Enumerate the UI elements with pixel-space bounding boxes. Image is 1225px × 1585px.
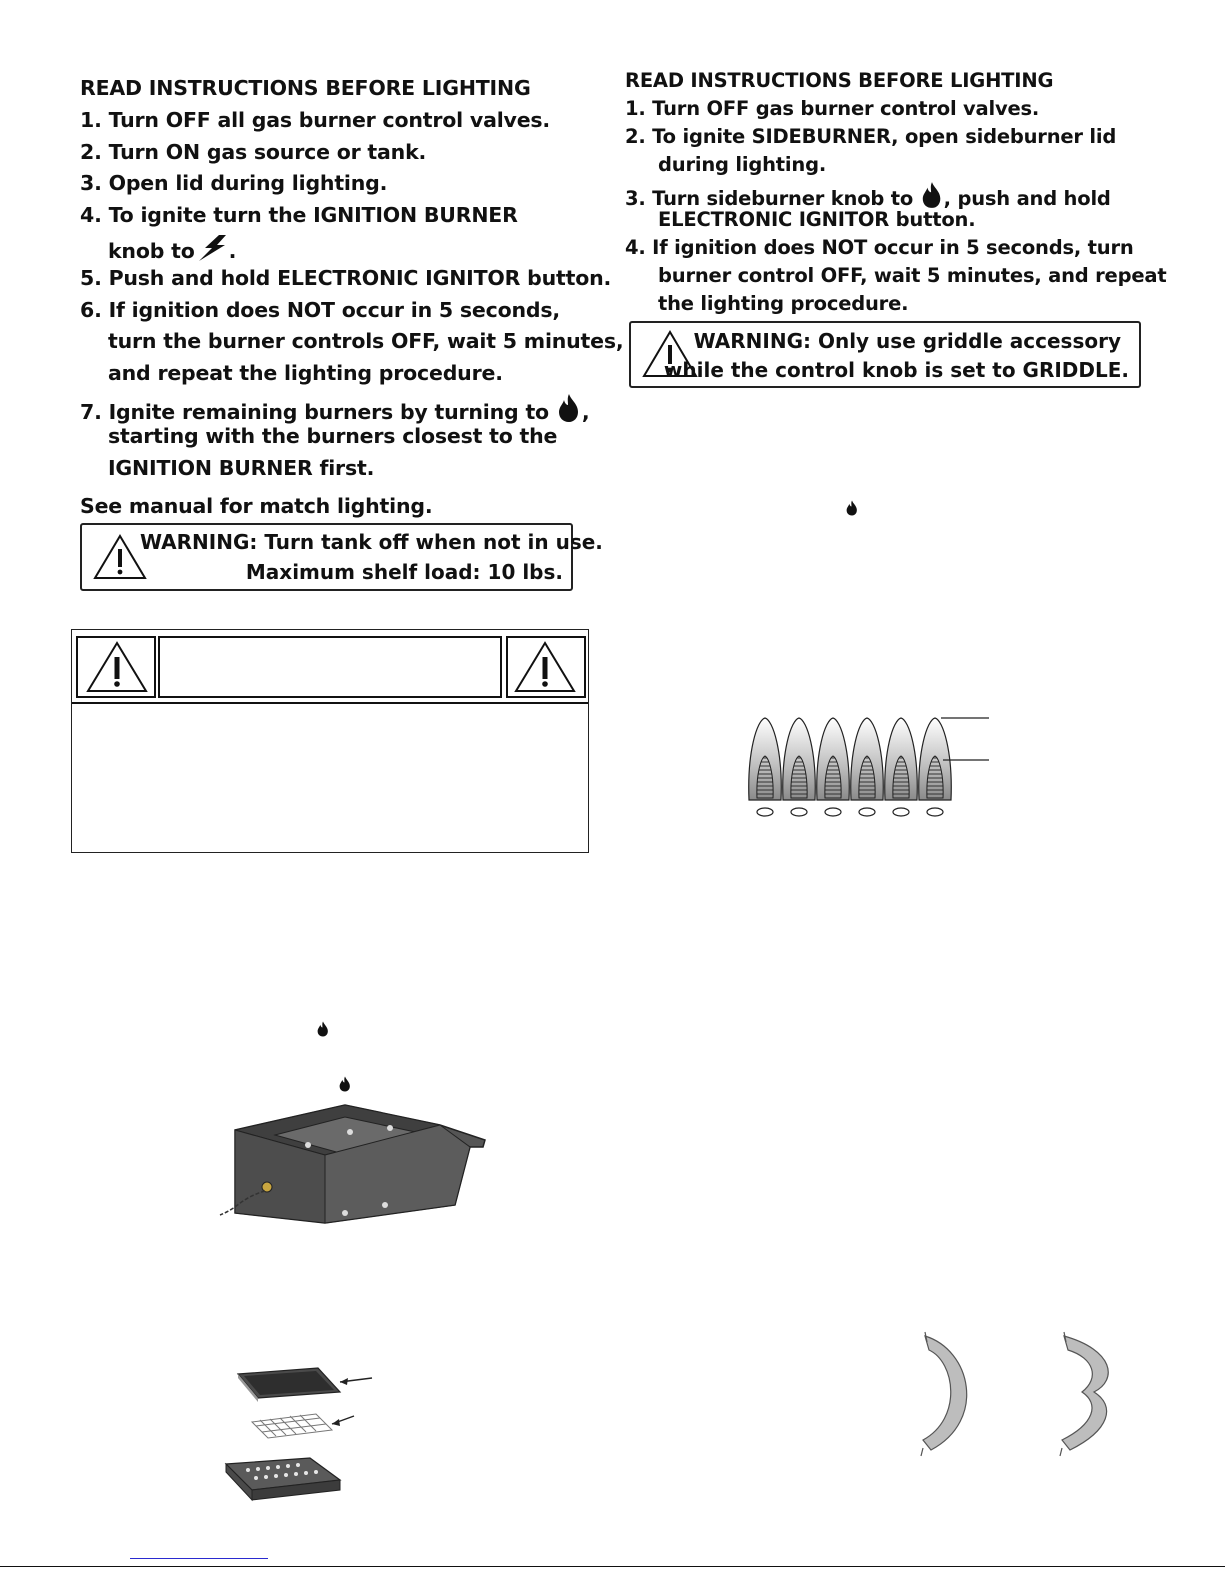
left-step-7-text: 7. Ignite remaining burners by turning to <box>80 400 549 424</box>
left-step-7-cont-1: starting with the burners closest to the <box>108 424 558 448</box>
right-warning-box <box>629 321 1141 388</box>
left-warning-box <box>80 523 603 591</box>
tray-assembly-illustration <box>222 1362 382 1516</box>
flame-icon <box>845 499 859 521</box>
left-step-2: 2. Turn ON gas source or tank. <box>80 140 427 164</box>
right-warning-line-1: WARNING: Only use griddle accessory <box>693 329 1121 353</box>
danger-right-cell <box>506 636 586 698</box>
flame-cone <box>817 718 850 816</box>
left-step-7-comma: , <box>581 400 590 424</box>
left-step-4-knob-text: knob to <box>108 239 195 263</box>
right-step-3-tail: , push and hold <box>943 187 1111 210</box>
flame-cone <box>783 718 816 816</box>
left-step-3: 3. Open lid during lighting. <box>80 171 388 195</box>
match-lighting-note: See manual for match lighting. <box>80 494 433 518</box>
right-step-4-cont-1: burner control OFF, wait 5 minutes, and repeat <box>658 264 1167 287</box>
flame-cone <box>919 718 952 816</box>
right-step-3-cont: ELECTRONIC IGNITOR button. <box>658 208 976 231</box>
left-step-6: 6. If ignition does NOT occur in 5 seconds, <box>80 298 560 322</box>
left-heading: READ INSTRUCTIONS BEFORE LIGHTING <box>80 76 531 100</box>
flame-cone <box>749 718 782 816</box>
warning-triangle-icon <box>512 640 578 698</box>
right-step-2: 2. To ignite SIDEBURNER, open sideburner lid <box>625 125 1117 148</box>
left-step-5: 5. Push and hold ELECTRONIC IGNITOR button. <box>80 266 612 290</box>
left-step-7 <box>80 393 589 428</box>
footer-link-underline[interactable] <box>130 1558 268 1559</box>
flame-icon <box>316 1020 330 1042</box>
left-step-4-period: . <box>228 239 237 263</box>
right-step-2-cont: during lighting. <box>658 153 827 176</box>
left-warning-line-2: Maximum shelf load: 10 lbs. <box>245 560 563 584</box>
left-step-6-cont-2: and repeat the lighting procedure. <box>108 361 503 385</box>
curved-bracket-b <box>1054 1330 1124 1462</box>
right-step-4-cont-2: the lighting procedure. <box>658 292 909 315</box>
left-step-7-cont-2: IGNITION BURNER first. <box>108 456 375 480</box>
flame-icon <box>556 393 582 428</box>
flame-icon <box>338 1075 352 1097</box>
burner-flame-diagram <box>745 712 995 824</box>
firebox-illustration <box>215 1095 490 1229</box>
left-step-6-cont-1: turn the burner controls OFF, wait 5 minutes, <box>108 329 624 353</box>
right-step-3-text: 3. Turn sideburner knob to <box>625 187 914 210</box>
right-warning-line-2: while the control knob is set to GRIDDLE. <box>663 358 1129 382</box>
danger-left-cell <box>76 636 156 698</box>
left-step-1: 1. Turn OFF all gas burner control valves. <box>80 108 550 132</box>
left-step-4-cont <box>108 234 236 267</box>
curved-bracket-a <box>915 1330 985 1462</box>
danger-box <box>71 629 589 853</box>
right-step-4: 4. If ignition does NOT occur in 5 seconds, turn <box>625 236 1134 259</box>
lightning-icon <box>195 234 229 267</box>
left-step-4: 4. To ignite turn the IGNITION BURNER <box>80 203 518 227</box>
left-warning-line-1: WARNING: Turn tank off when not in use. <box>140 530 603 554</box>
flame-cone <box>885 718 918 816</box>
flame-cone <box>851 718 884 816</box>
danger-title-cell <box>158 636 502 698</box>
right-heading: READ INSTRUCTIONS BEFORE LIGHTING <box>625 69 1054 92</box>
footer-rule <box>0 1566 1225 1567</box>
right-step-1: 1. Turn OFF gas burner control valves. <box>625 97 1040 120</box>
warning-triangle-icon <box>84 640 150 698</box>
